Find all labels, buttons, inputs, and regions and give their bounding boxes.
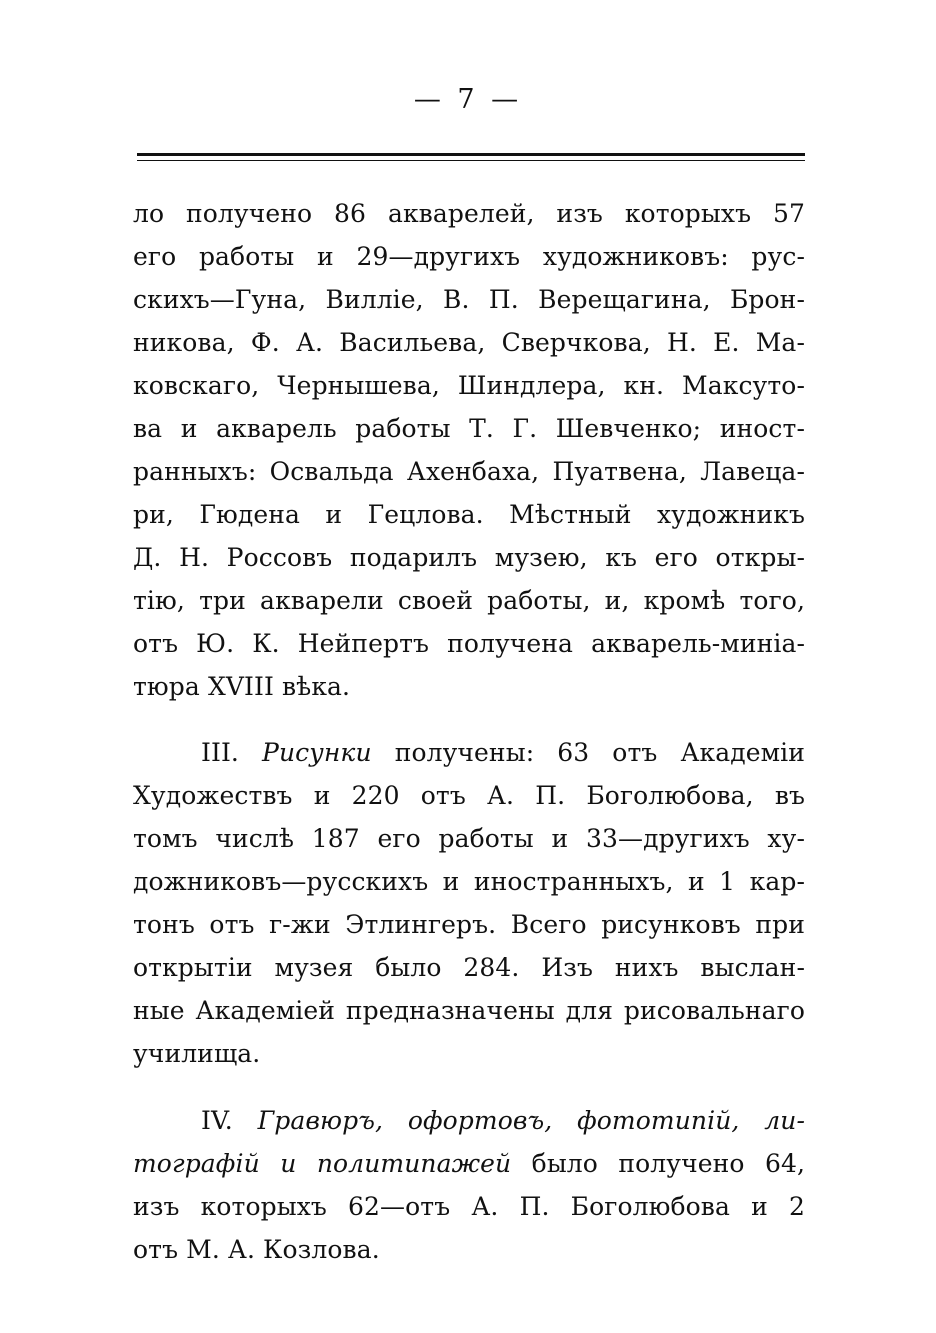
section-numeral: IV. (201, 1106, 258, 1135)
text-line: открытiи музея было 284. Изъ нихъ выслан- (133, 953, 805, 982)
text-line: ковскаго, Чернышева, Шиндлера, кн. Максуто- (133, 371, 805, 400)
text-line: изъ которыхъ 62—отъ А. П. Боголюбова и 2 (133, 1192, 805, 1221)
text-line: Д. Н. Россовъ подарилъ музею, къ его откры- (133, 543, 805, 572)
text-line: отъ Ю. К. Нейпертъ получена акварель-миніа- (133, 629, 805, 658)
text-line: Художествъ и 220 отъ А. П. Боголюбова, въ (133, 781, 805, 810)
paragraph-engravings (133, 1099, 805, 1271)
text-line: ри, Гюдена и Гецлова. Мѣстный художникъ (133, 500, 805, 529)
text-line: его работы и 29—другихъ художниковъ: рус- (133, 242, 805, 271)
text-line: ранныхъ: Освальда Ахенбаха, Пуатвена, Лавеца- (133, 457, 805, 486)
text-line: тiю, три акварели своей работы, и, кромѣ того, (133, 586, 805, 615)
section-heading-continued: тографій и политипажей (133, 1149, 512, 1178)
text-line: ло получено 86 акварелей, изъ которыхъ 57 (133, 199, 805, 228)
section-heading: Рисунки (262, 738, 372, 767)
header-rule-thick (137, 153, 805, 156)
text-line (133, 1142, 805, 1185)
text-line: никова, Ф. А. Васильева, Сверчкова, Н. Е. Ма- (133, 328, 805, 357)
text-line: дожниковъ—русскихъ и иностранныхъ, и 1 кар- (133, 867, 805, 896)
page-number: — 7 — (413, 84, 523, 115)
text-fragment: было получено 64, (511, 1149, 805, 1178)
text-fragment: получены: 63 отъ Академіи (371, 738, 805, 767)
header-rule-thin (137, 160, 805, 161)
text-line: ные Академiей предназначены для рисовальнаго (133, 996, 805, 1025)
text-line (133, 1099, 805, 1142)
text-line (133, 731, 805, 774)
text-line: тонъ отъ г-жи Этлингеръ. Всего рисунковъ при (133, 910, 805, 939)
paragraph-drawings (133, 731, 805, 1075)
text-line: ва и акварель работы Т. Г. Шевченко; иност- (133, 414, 805, 443)
section-heading: Гравюръ, офортовъ, фототипій, ли- (257, 1106, 805, 1135)
text-line: отъ М. А. Козлова. (133, 1235, 380, 1264)
text-line: скихъ—Гуна, Виллie, В. П. Верещагина, Брон- (133, 285, 805, 314)
text-line: тюра XVIII вѣка. (133, 672, 351, 701)
section-numeral: III. (201, 738, 263, 767)
paragraph-watercolors (133, 192, 805, 708)
text-line: томъ числѣ 187 его работы и 33—другихъ ху- (133, 824, 805, 853)
text-line: училища. (133, 1039, 261, 1068)
